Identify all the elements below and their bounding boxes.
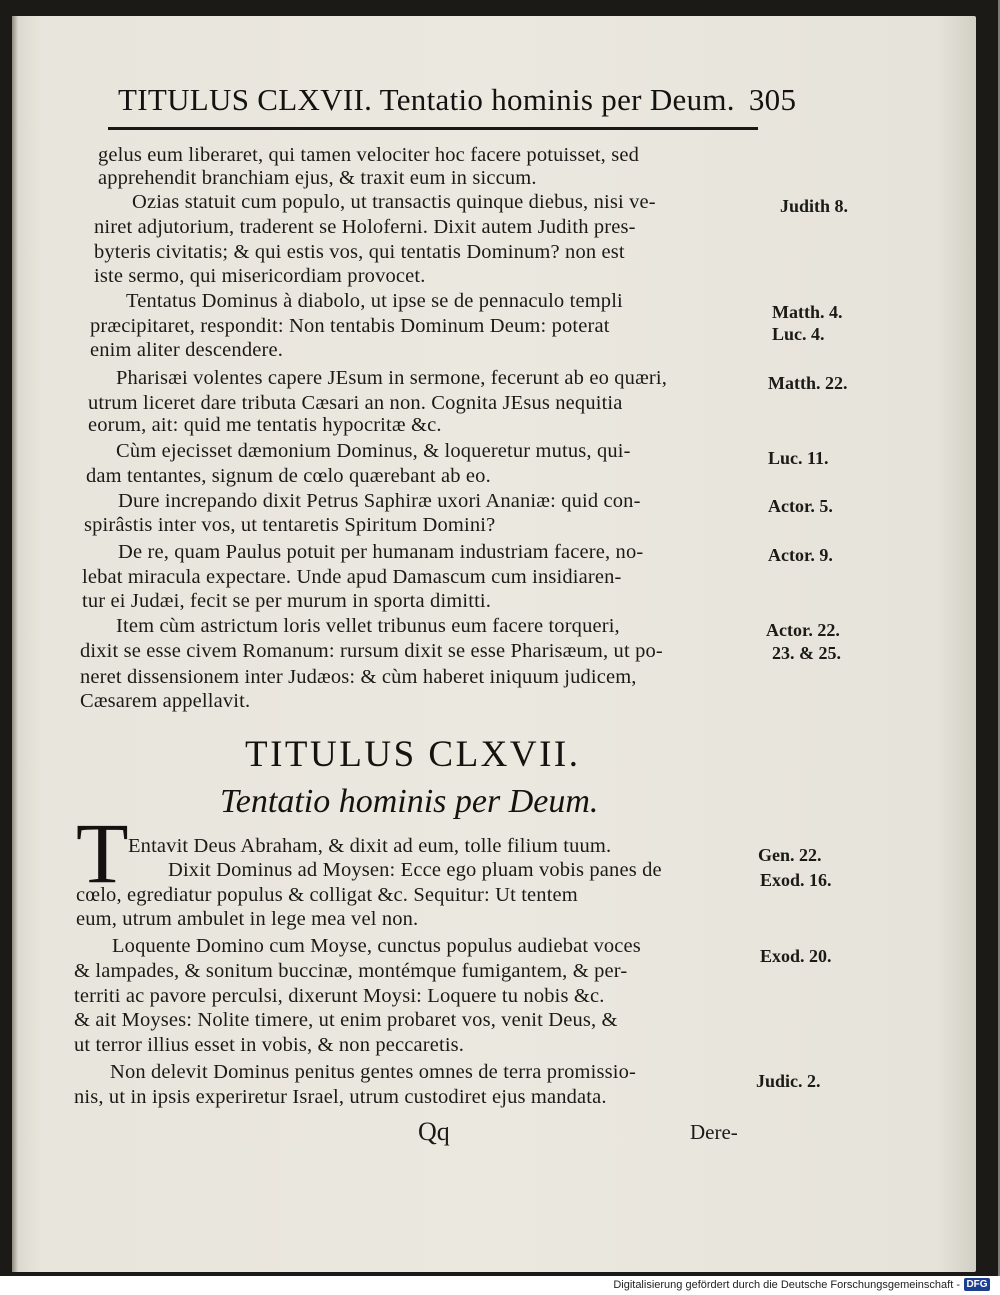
text-line: spirâstis inter vos, ut tentaretis Spiritum Domini? xyxy=(84,514,496,536)
text-line: enim aliter descendere. xyxy=(90,339,283,361)
text-line: Loquente Domino cum Moyse, cunctus populus audiebat voces xyxy=(112,935,641,957)
margin-reference: Actor. 5. xyxy=(768,496,833,516)
margin-reference: 23. & 25. xyxy=(772,643,841,663)
margin-reference: Judith 8. xyxy=(780,196,849,216)
margin-reference: Exod. 20. xyxy=(760,946,832,966)
margin-reference: Actor. 9. xyxy=(768,545,833,565)
catchword: Dere- xyxy=(690,1120,738,1144)
text-line: Dure increpando dixit Petrus Saphiræ uxori Ananiæ: quid con- xyxy=(118,490,641,512)
margin-reference: Matth. 22. xyxy=(768,373,848,393)
attribution-text: Digitalisierung gefördert durch die Deutsche Forschungsgemeinschaft - xyxy=(613,1279,960,1291)
text-line: lebat miracula expectare. Unde apud Damascum cum insidiaren- xyxy=(82,566,622,588)
text-line: De re, quam Paulus potuit per humanam industriam facere, no- xyxy=(118,541,644,563)
margin-reference: Matth. 4. xyxy=(772,302,843,322)
margin-reference: Luc. 4. xyxy=(772,324,825,344)
drop-cap: T xyxy=(76,805,129,901)
text-line: dixit se esse civem Romanum: rursum dixit se esse Pharisæum, ut po- xyxy=(80,640,663,662)
margin-reference: Judic. 2. xyxy=(756,1071,821,1091)
text-line: & lampades, & sonitum buccinæ, montémque fumigantem, & per- xyxy=(74,960,628,982)
text-line: niret adjutorium, traderent se Holoferni. Dixit autem Judith pres- xyxy=(94,216,636,238)
text-line: neret dissensionem inter Judæos: & cùm haberet iniquum judicem, xyxy=(80,666,637,688)
text-line: gelus eum liberaret, qui tamen velociter hoc facere potuisset, sed xyxy=(98,144,639,166)
text-line: Item cùm astrictum loris vellet tribunus eum facere torqueri, xyxy=(116,615,620,637)
text-line: nis, ut in ipsis experiretur Israel, utrum custodiret ejus mandata. xyxy=(74,1086,607,1108)
page-number: 305 xyxy=(748,82,797,117)
text-line: Ozias statuit cum populo, ut transactis quinque diebus, nisi ve- xyxy=(132,191,656,213)
margin-reference: Gen. 22. xyxy=(758,845,822,865)
text-line: tur ei Judæi, fecit se per murum in sporta dimitti. xyxy=(82,590,492,612)
text-line: Entavit Deus Abraham, & dixit ad eum, tolle filium tuum. xyxy=(128,835,612,857)
running-title: TITULUS CLXVII. Tentatio hominis per Deum. xyxy=(118,82,735,117)
running-head xyxy=(118,82,797,118)
header-rule xyxy=(108,127,758,130)
dfg-logo-icon: DFG xyxy=(964,1278,990,1291)
margin-reference: Actor. 22. xyxy=(766,620,840,640)
text-line: eum, utrum ambulet in lege mea vel non. xyxy=(76,908,419,930)
text-line: Tentatus Dominus à diabolo, ut ipse se de pennaculo templi xyxy=(126,290,623,312)
margin-reference: Exod. 16. xyxy=(760,870,832,890)
text-line: territi ac pavore perculsi, dixerunt Moysi: Loquere tu nobis &c. xyxy=(74,985,605,1007)
text-line: & ait Moyses: Nolite timere, ut enim probaret vos, venit Deus, & xyxy=(74,1009,618,1031)
text-line: præcipitaret, respondit: Non tentabis Dominum Deum: poterat xyxy=(90,315,610,337)
page-gutter-shadow xyxy=(12,16,18,1272)
text-line: cœlo, egrediatur populus & colligat &c. Sequitur: Ut tentem xyxy=(76,884,578,906)
text-line: apprehendit branchiam ejus, & traxit eum in siccum. xyxy=(98,167,537,189)
text-line: byteris civitatis; & qui estis vos, qui tentatis Dominum? non est xyxy=(94,241,625,263)
section-subtitle: Tentatio hominis per Deum. xyxy=(220,783,599,820)
text-line: utrum liceret dare tributa Cæsari an non. Cognita JEsus nequitia xyxy=(88,392,623,414)
text-line: Non delevit Dominus penitus gentes omnes de terra promissio- xyxy=(110,1061,636,1083)
section-title: TITULUS CLXVII. xyxy=(245,734,581,775)
text-line: Dixit Dominus ad Moysen: Ecce ego pluam vobis panes de xyxy=(168,859,662,881)
text-line: Pharisæi volentes capere JEsum in sermone, fecerunt ab eo quæri, xyxy=(116,367,667,389)
text-line: Cæsarem appellavit. xyxy=(80,690,251,712)
text-line: dam tentantes, signum de cœlo quærebant ab eo. xyxy=(86,465,491,487)
signature-mark: Qq xyxy=(418,1117,450,1146)
text-line: eorum, ait: quid me tentatis hypocritæ &c. xyxy=(88,414,442,436)
text-line: ut terror illius esset in vobis, & non peccaretis. xyxy=(74,1034,465,1056)
margin-reference: Luc. 11. xyxy=(768,448,829,468)
text-line: Cùm ejecisset dæmonium Dominus, & loqueretur mutus, qui- xyxy=(116,440,631,462)
attribution-bar xyxy=(0,1276,1000,1295)
text-line: iste sermo, qui misericordiam provocet. xyxy=(94,265,426,287)
